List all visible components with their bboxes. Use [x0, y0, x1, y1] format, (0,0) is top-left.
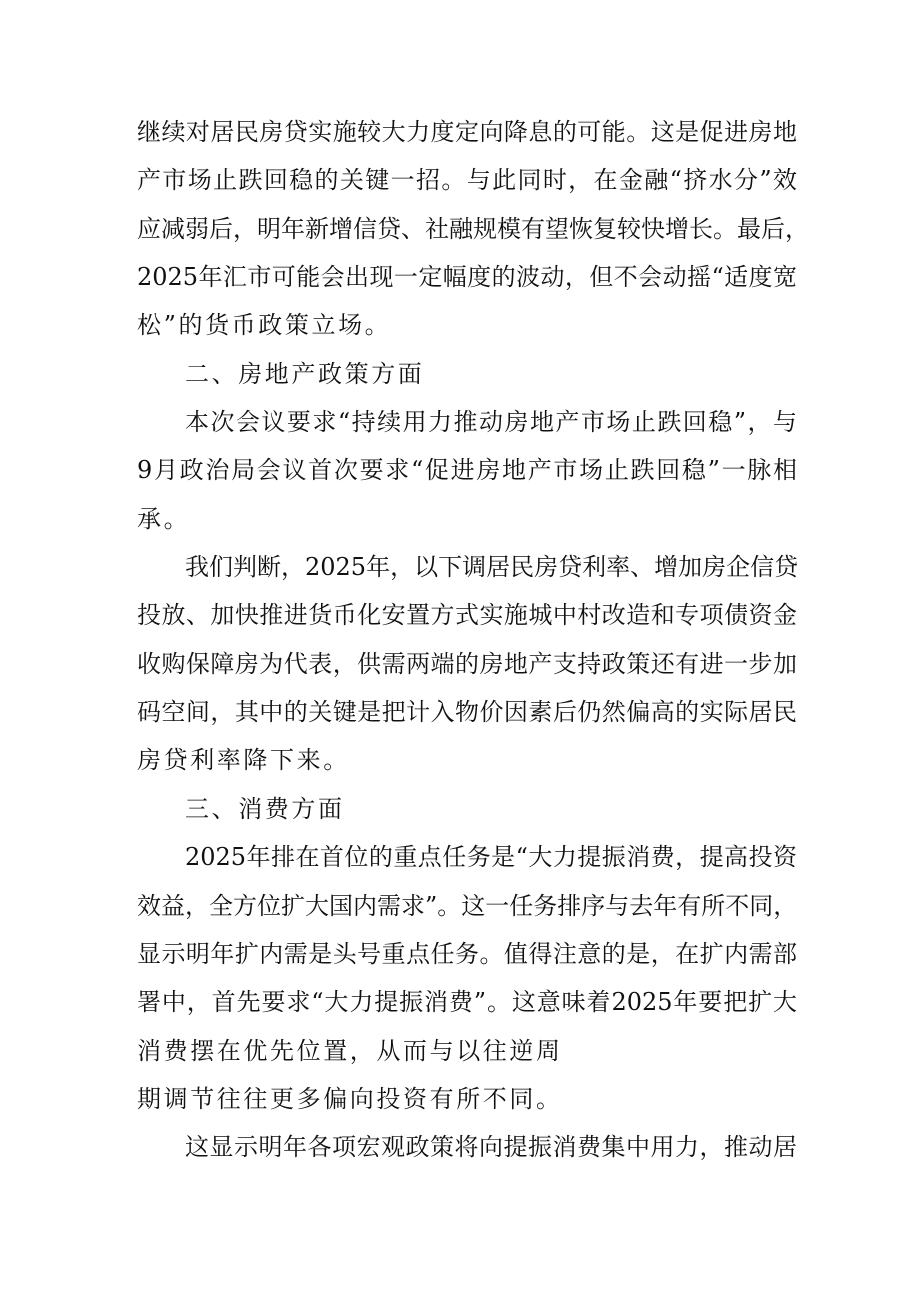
paragraph-line: 投放、加快推进货币化安置方式实施城中村改造和专项债资金: [137, 601, 797, 630]
section-heading-real-estate: 二、房地产政策方面: [185, 359, 425, 388]
paragraph-line: 码空间，其中的关键是把计入物价因素后仍然偏高的实际居民: [137, 698, 797, 727]
document-body: [137, 108, 809, 1172]
paragraph-line: 消费摆在优先位置，从而与以往逆周: [137, 1036, 563, 1065]
paragraph-line: 松”的货币政策立场。: [137, 311, 392, 340]
paragraph-line: 继续对居民房贷实施较大力度定向降息的可能。这是促进房地: [137, 118, 797, 146]
paragraph-line: 本次会议要求“持续用力推动房地产市场止跌回稳”，与: [185, 408, 797, 437]
paragraph-line: 这显示明年各项宏观政策将向提振消费集中用力，推动居: [185, 1133, 797, 1162]
paragraph-line: 9月政治局会议首次要求“促进房地产市场止跌回稳”一脉相: [137, 456, 797, 485]
paragraph-line: 署中，首先要求“大力提振消费”。这意味着2025年要把扩大: [137, 988, 797, 1017]
paragraph-line: 承。: [137, 504, 191, 533]
paragraph-line: 房贷利率降下来。: [137, 746, 350, 775]
paragraph-line: 应减弱后，明年新增信贷、社融规模有望恢复较快增长。最后，: [137, 214, 809, 243]
paragraph-line: 产市场止跌回稳的关键一招。与此同时，在金融“挤水分”效: [137, 166, 797, 195]
paragraph-line: 收购保障房为代表，供需两端的房地产支持政策还有进一步加: [137, 649, 797, 678]
paragraph-line: 显示明年扩内需是头号重点任务。值得注意的是，在扩内需部: [137, 939, 797, 968]
section-heading-consumption: 三、消费方面: [185, 794, 345, 823]
paragraph-line: 效益，全方位扩大国内需求”。这一任务排序与去年有所不同，: [137, 891, 798, 920]
paragraph-line: 2025年汇市可能会出现一定幅度的波动，但不会动摇“适度宽: [137, 263, 797, 292]
paragraph-line: 我们判断，2025年，以下调居民房贷利率、增加房企信贷: [185, 553, 799, 582]
paragraph-line: 2025年排在首位的重点任务是“大力提振消费，提高投资: [185, 843, 797, 872]
paragraph-line: 期调节往往更多偏向投资有所不同。: [137, 1084, 563, 1113]
